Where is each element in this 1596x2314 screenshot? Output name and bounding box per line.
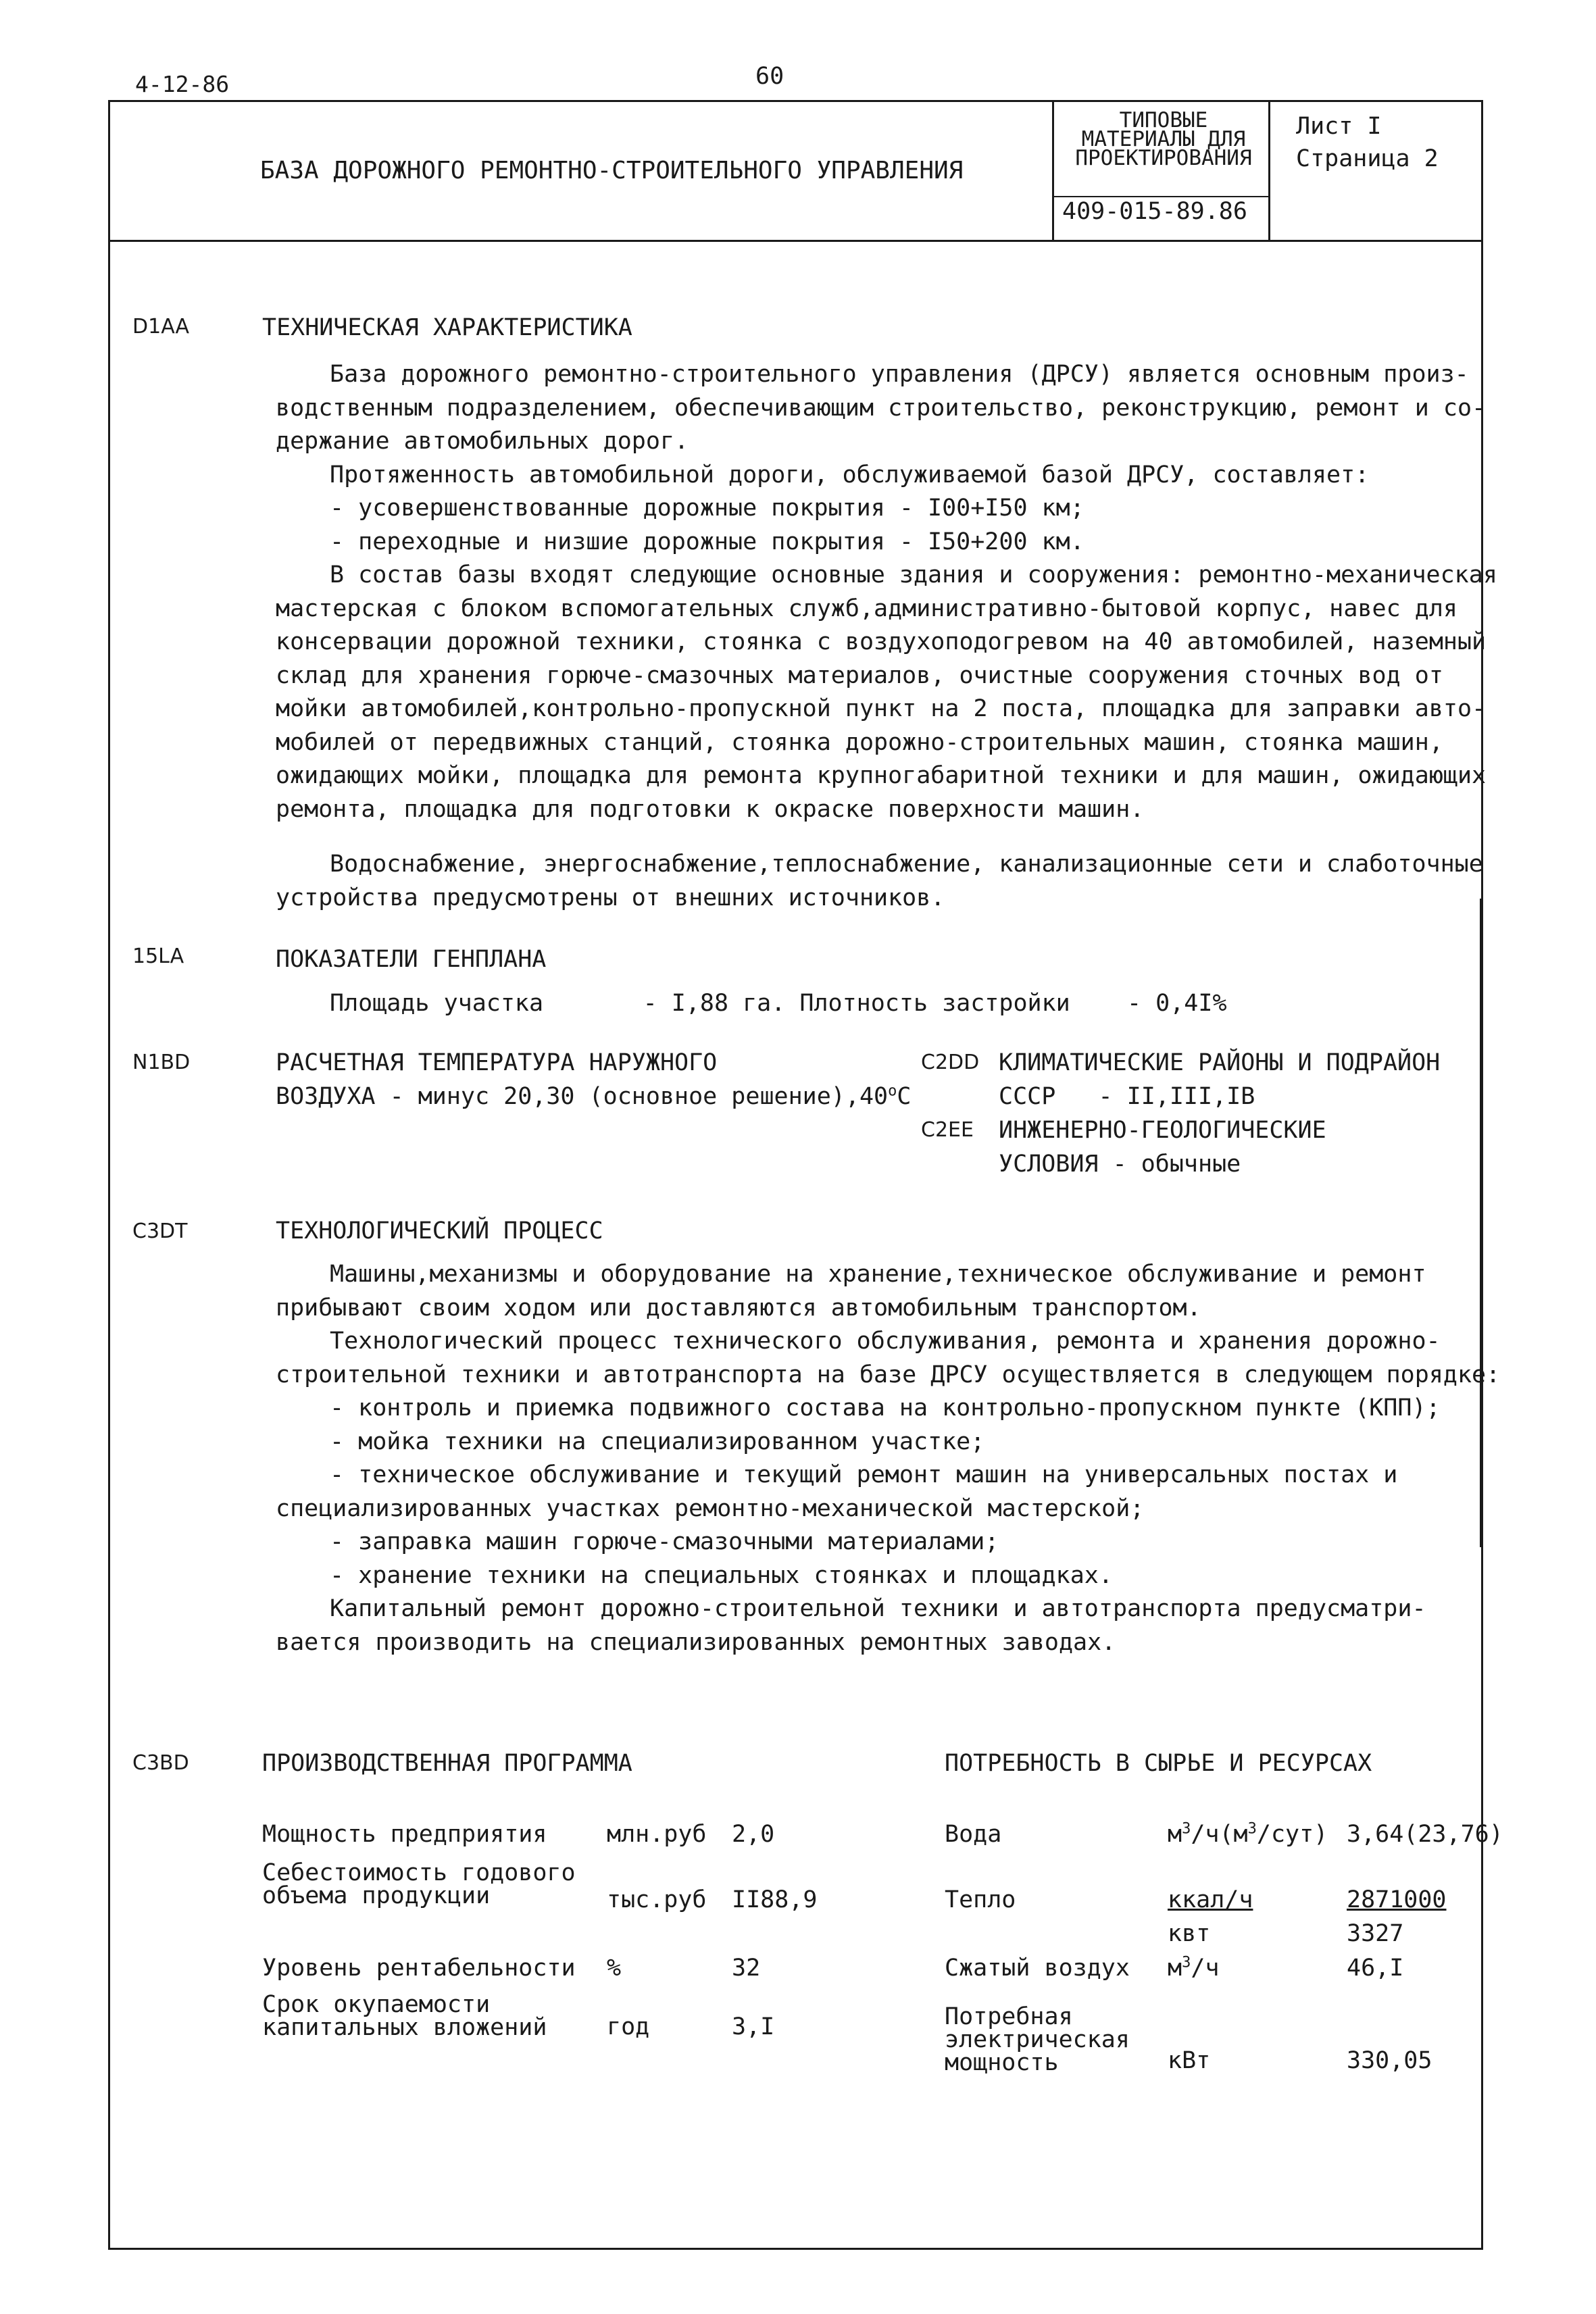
series-line-3: ПРОЕКТИРОВАНИЯ — [1075, 146, 1252, 170]
text-line: Капитальный ремонт дорожно-строительной техники и автотранспорта предусматри- — [330, 1595, 1426, 1622]
temperature-line-2 — [276, 1080, 911, 1113]
supply-description — [276, 848, 1485, 915]
air-value: 46,I — [1347, 1955, 1404, 1982]
program-row-2-label-line-2: объема продукции — [262, 1882, 491, 1909]
text-line: Технологический процесс технического обслуживания, ремонта и хранения дорожно- — [330, 1328, 1441, 1355]
series-number: 409-015-89.86 — [1062, 198, 1247, 225]
power-label-line-1: Потребная — [945, 2003, 1073, 2030]
text-line: водственным подразделением, обеспечивающим строительство, реконструкцию, ремонт и со- — [276, 394, 1487, 422]
text-line: мастерская с блоком вспомогательных служб,административно-бытовой корпус, навес для — [276, 595, 1457, 622]
series-line-1: ТИПОВЫЕ — [1119, 108, 1208, 132]
text-line: склад для хранения горюче-смазочных материалов, очистные сооружения сточных вод от — [276, 661, 1443, 689]
text-line: Водоснабжение, энергоснабжение,теплоснабжение, канализационные сети и слаботочные — [330, 851, 1483, 878]
genplan-values: Площадь участка - I,88 га. Плотность застройки - 0,4I% — [330, 990, 1227, 1017]
document-title: БАЗА ДОРОЖНОГО РЕМОНТНО-СТРОИТЕЛЬНОГО УПРАВЛЕНИЯ — [260, 157, 964, 184]
text-line: держание автомобильных дорог. — [276, 428, 689, 455]
page-number: 60 — [755, 63, 784, 90]
text-line: - техническое обслуживание и текущий ремонт машин на универсальных постах и — [330, 1461, 1398, 1488]
text-line: вается производить на специализированных ремонтных заводах. — [276, 1628, 1116, 1656]
heat-unit-1: ккал/ч — [1168, 1886, 1253, 1913]
program-row-2-label-line-1: Себестоимость годового — [262, 1859, 576, 1886]
program-row-1-value: 2,0 — [732, 1821, 775, 1848]
series-label — [1062, 108, 1265, 170]
code-tech: D1AA — [132, 315, 190, 338]
power-value: 330,05 — [1347, 2047, 1432, 2074]
title-block-divider-2 — [1268, 100, 1270, 241]
code-temp: N1BD — [132, 1051, 191, 1074]
text-line: мойки автомобилей,контрольно-пропускной пункт на 2 поста, площадка для заправки авто- — [276, 695, 1487, 722]
code-genplan: 15LA — [132, 945, 184, 968]
document-code: 4-12-86 — [135, 71, 230, 97]
sheet-number: Лист I — [1296, 113, 1382, 140]
text-line: строительной техники и автотранспорта на базе ДРСУ осуществляется в следующем порядке: — [276, 1361, 1501, 1388]
air-unit: $м^3/ч$ — [1168, 1954, 1220, 1982]
temperature-unit: С — [897, 1083, 912, 1110]
text-line: прибывают своим ходом или доставляются автомобильным транспортом. — [276, 1294, 1201, 1322]
air-label: Сжатый воздух — [945, 1955, 1130, 1982]
program-row-3-value: 32 — [732, 1955, 761, 1982]
page-label: Страница 2 — [1296, 145, 1439, 172]
program-heading: ПРОИЗВОДСТВЕННАЯ ПРОГРАММА — [262, 1750, 632, 1777]
text-line: В состав базы входят следующие основные здания и сооружения: ремонтно-механическая — [330, 561, 1497, 588]
water-value: 3,64(23,76) — [1347, 1821, 1503, 1848]
text-line: - контроль и приемка подвижного состава на контрольно-пропускном пункте (КПП); — [330, 1394, 1441, 1422]
genplan-heading: ПОКАЗАТЕЛИ ГЕНПЛАНА — [276, 946, 547, 973]
text-line: - заправка машин горюче-смазочными материалами; — [330, 1528, 999, 1555]
program-row-2-unit: тыс.руб — [607, 1886, 707, 1913]
text-line: - хранение техники на специальных стоянках и площадках. — [330, 1561, 1113, 1589]
temperature-line-1: РАСЧЕТНАЯ ТЕМПЕРАТУРА НАРУЖНОГО — [276, 1049, 718, 1076]
program-row-4-label-line-1: Срок окупаемости — [262, 1991, 491, 2018]
program-row-4-label-line-2: капитальных вложений — [262, 2014, 547, 2041]
climate-line-2: СССР - II,III,IB — [999, 1083, 1255, 1110]
power-label — [945, 2005, 1130, 2074]
title-block-divider-1 — [1052, 100, 1054, 241]
code-climate: C2DD — [921, 1051, 980, 1074]
heat-unit-2: квт — [1168, 1920, 1211, 1947]
program-row-1-unit: млн.руб — [607, 1821, 707, 1848]
climate-line-1: КЛИМАТИЧЕСКИЕ РАЙОНЫ И ПОДРАЙОН — [999, 1049, 1441, 1076]
geology-line-1: ИНЖЕНЕРНО-ГЕОЛОГИЧЕСКИЕ — [999, 1117, 1326, 1144]
program-row-3-unit: % — [607, 1955, 622, 1982]
text-line: - мойка техники на специализированном участке; — [330, 1428, 985, 1455]
water-unit: $м^3/ч(м^3/сут)$ — [1168, 1820, 1328, 1848]
text-line: База дорожного ремонтно-строительного управления (ДРСУ) является основным произ- — [330, 361, 1469, 388]
text-line: консервации дорожной техники, стоянка с воздухоподогревом на 40 автомобилей, наземный — [276, 628, 1487, 655]
water-label: Вода — [945, 1821, 1002, 1848]
degree-sign: о — [888, 1082, 897, 1100]
series-line-2: МАТЕРИАЛЫ ДЛЯ — [1081, 127, 1246, 151]
title-block-bottom-rule — [108, 240, 1483, 242]
power-label-line-3: мощность — [945, 2049, 1059, 2076]
tech-description — [276, 358, 1497, 826]
text-line: Машины,механизмы и оборудование на хранение,техническое обслуживание и ремонт — [330, 1261, 1426, 1288]
power-label-line-2: электрическая — [945, 2026, 1130, 2053]
program-row-2-label — [262, 1861, 576, 1907]
text-line: ожидающих мойки, площадка для ремонта крупногабаритной техники и для машин, ожидающих — [276, 762, 1487, 789]
tech-heading: ТЕХНИЧЕСКАЯ ХАРАКТЕРИСТИКА — [262, 314, 632, 341]
program-row-4-unit: год — [607, 2013, 650, 2040]
text-line: - усовершенствованные дорожные покрытия - I00+I50 км; — [330, 495, 1084, 522]
program-row-1-label: Мощность предприятия — [262, 1821, 547, 1848]
text-line: специализированных участках ремонтно-механической мастерской; — [276, 1494, 1145, 1522]
text-line: мобилей от передвижных станций, стоянка дорожно-строительных машин, стоянка машин, — [276, 728, 1443, 756]
code-process: C3DT — [132, 1219, 188, 1243]
text-line: Протяженность автомобильной дороги, обслуживаемой базой ДРСУ, составляет: — [330, 461, 1370, 488]
power-unit: кВт — [1168, 2047, 1211, 2074]
program-row-3-label: Уровень рентабельности — [262, 1955, 576, 1982]
program-row-4-label — [262, 1993, 547, 2039]
heat-value-1: 2871000 — [1347, 1886, 1447, 1913]
process-description — [276, 1258, 1501, 1659]
code-geo: C2EE — [921, 1118, 974, 1142]
program-row-4-value: 3,I — [732, 2013, 775, 2040]
code-program: C3BD — [132, 1751, 189, 1775]
temperature-text: ВОЗДУХА - минус 20,30 (основное решение),40 — [276, 1083, 889, 1110]
text-line: ремонта, площадка для подготовки к окраске поверхности машин. — [276, 795, 1145, 823]
text-line: - переходные и низшие дорожные покрытия - I50+200 км. — [330, 528, 1084, 555]
program-row-2-value: II88,9 — [732, 1886, 818, 1913]
heat-value-2: 3327 — [1347, 1920, 1404, 1947]
heat-label: Тепло — [945, 1886, 1016, 1913]
title-block-top-rule — [108, 100, 1483, 102]
resources-heading: ПОТРЕБНОСТЬ В СЫРЬЕ И РЕСУРСАХ — [945, 1750, 1372, 1777]
text-line: устройства предусмотрены от внешних источников. — [276, 884, 945, 911]
geology-line-2: УСЛОВИЯ - обычные — [999, 1151, 1241, 1178]
process-heading: ТЕХНОЛОГИЧЕСКИЙ ПРОЦЕСС — [276, 1217, 603, 1244]
